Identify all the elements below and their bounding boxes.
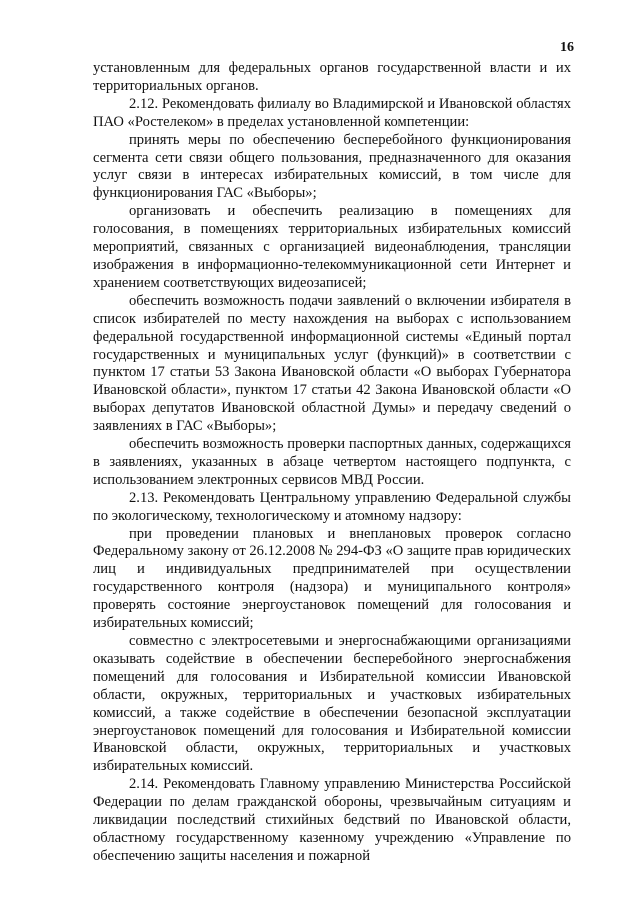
paragraph-2-12-item-3: обеспечить возможность подачи заявлений о включении избирателя в список избирателей по месту нахождения на выборах с использованием федеральной государственной информационной системы «Единый портал государственных и муниципальных услуг (функций)» в соответствии с пунктом 17 статьи 53 Закона Ивановской области «О выборах Губернатора Ивановской области», пунктом 17 статьи 42 Закона Ивановской области «О выборах депутатов Ивановской областной Думы» и передачу сведений о заявлениях в ГАС «Выборы»; [93, 292, 571, 435]
page-number: 16 [560, 40, 574, 55]
paragraph-2-13: 2.13. Рекомендовать Центральному управлению Федеральной службы по экологическому, технологическому и атомному надзору: [93, 489, 571, 524]
paragraph-2-12: 2.12. Рекомендовать филиалу во Владимирской и Ивановской областях ПАО «Ростелеком» в пределах установленной компетенции: [93, 95, 571, 130]
paragraph-2-13-item-1: при проведении плановых и внеплановых проверок согласно Федеральному закону от 26.12.2008 № 294-ФЗ «О защите прав юридических лиц и индивидуальных предпринимателей при осуществлении государственного контроля (надзора) и муниципального контроля» проверять состояние энергоустановок помещений для голосования и избирательных комиссий; [93, 525, 571, 632]
paragraph-2-14: 2.14. Рекомендовать Главному управлению Министерства Российской Федерации по делам гражданской обороны, чрезвычайным ситуациям и ликвидации последствий стихийных бедствий по Ивановской области, областному государственному казенному учреждению «Управление по обеспечению защиты населения и пожарной [93, 776, 571, 864]
paragraph-2-12-item-1: принять меры по обеспечению бесперебойного функционирования сегмента сети связи общего пользования, предназначенного для оказания услуг связи в интересах избирательных комиссий, в том числе для функционирования ГАС «Выборы»; [93, 131, 571, 202]
paragraph-2-12-item-4: обеспечить возможность проверки паспортных данных, содержащихся в заявлениях, указанных в абзаце четвертом настоящего подпункта, с использованием электронных сервисов МВД России. [93, 436, 571, 488]
paragraph-2-12-item-2: организовать и обеспечить реализацию в помещениях для голосования, в помещениях территориальных избирательных комиссий мероприятий, связанных с организацией видеонаблюдения, трансляции изображения в информационно-телекоммуникационной сети Интернет и хранением соответствующих видеозаписей; [93, 203, 571, 291]
document-body [93, 60, 571, 866]
paragraph-continuation: установленным для федеральных органов государственной власти и их территориальных органов. [93, 60, 571, 94]
paragraph-2-13-item-2: совместно с электросетевыми и энергоснабжающими организациями оказывать содействие в обеспечении бесперебойного энергоснабжения помещений для голосования и Избирательной комиссии Ивановской области, окружных, территориальных и участковых избирательных комиссий, а также содействие в обеспечении безопасной эксплуатации энергоустановок помещений для голосования и Избирательной комиссии Ивановской области, окружных, территориальных и участковых избирательных комиссий. [93, 633, 571, 775]
